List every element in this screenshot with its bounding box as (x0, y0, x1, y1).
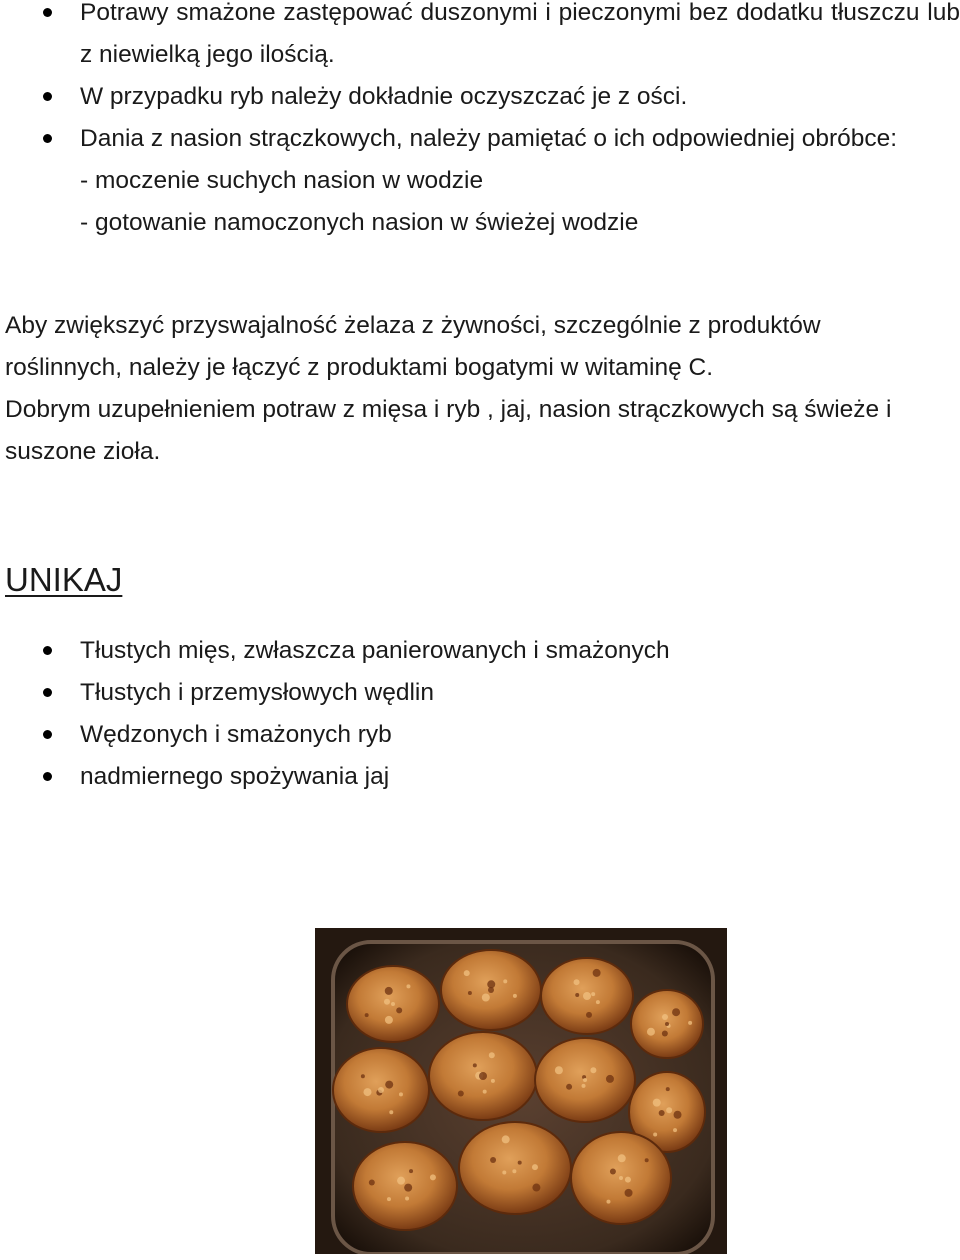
bullet-icon (43, 92, 52, 101)
crust-speck (503, 979, 507, 983)
list-item (0, 630, 960, 672)
crust-speck (490, 1157, 496, 1163)
crust-speck (491, 1079, 495, 1083)
list-item-text: Dania z nasion strączkowych, należy pamiętać o ich odpowiedniej obróbce: (80, 125, 898, 152)
crust-speck (397, 1177, 405, 1185)
crust-speck (483, 1090, 487, 1094)
list-item (0, 76, 960, 118)
crust-speck (606, 1200, 610, 1204)
crust-speck (625, 1189, 633, 1197)
crust-speck (502, 1170, 506, 1174)
crust-speck (590, 1067, 596, 1073)
crust-speck (389, 1110, 393, 1114)
crust-speck (618, 1154, 626, 1162)
crust-speck (583, 1078, 587, 1082)
sub-step-cooking: - gotowanie namoczonych nasion w świeżej wodzie (80, 209, 639, 236)
crust-speck (673, 1128, 677, 1132)
bullet-icon (43, 730, 52, 739)
crust-speck (625, 1177, 631, 1183)
crust-speck (662, 1031, 668, 1037)
crust-speck (489, 1052, 495, 1058)
crust-speck (518, 1161, 522, 1165)
crust-speck (647, 1028, 655, 1036)
crust-speck (532, 1184, 540, 1192)
crust-speck (582, 1084, 586, 1088)
crust-speck (365, 1013, 369, 1017)
crust-speck (662, 1014, 668, 1020)
list-item (0, 714, 960, 756)
crust-speck (464, 970, 470, 976)
crust-speck (606, 1075, 614, 1083)
crust-speck (575, 993, 579, 997)
crust-speck (665, 1022, 669, 1026)
paragraph-sentence-herbs: Dobrym uzupełnieniem potraw z mięsa i ryb , jaj, nasion strączkowych są świeże i suszone zioła. (5, 396, 892, 465)
paragraph-sentence-iron: Aby zwiększyć przyswajalność żelaza z żywności, szczególnie z produktów roślinnych, należy je łączyć z produktami bogatymi w witaminę C. (5, 312, 821, 381)
crust-speck (645, 1158, 649, 1162)
crust-speck (574, 979, 580, 985)
list-item (0, 0, 960, 76)
crust-speck (593, 969, 601, 977)
list-item-text: W przypadku ryb należy dokładnie oczyszczać je z ości. (80, 83, 688, 110)
list-item (0, 672, 960, 714)
list-item-text: Wędzonych i smażonych ryb (80, 721, 392, 748)
diet-tips-list (0, 0, 960, 244)
list-item-text: Tłustych i przemysłowych wędlin (80, 679, 434, 706)
crust-speck (566, 1084, 572, 1090)
crust-speck (653, 1132, 657, 1136)
crust-speck (688, 1021, 692, 1025)
fried-patties-photo (315, 928, 727, 1254)
crust-speck (378, 1087, 384, 1093)
list-item-text: Potrawy smażone zastępować duszonymi i pieczonymi bez dodatku tłuszczu lub z niewielką jego ilością. (80, 0, 960, 68)
list-item (0, 756, 960, 798)
patty-10 (459, 1122, 571, 1214)
crust-speck (512, 1169, 516, 1173)
crust-speck (385, 987, 393, 995)
crust-speck (674, 1111, 682, 1119)
crust-speck (405, 1196, 409, 1200)
avoid-list (0, 630, 960, 798)
crust-speck (468, 991, 472, 995)
bullet-icon (43, 646, 52, 655)
crust-speck (672, 1008, 680, 1016)
list-item-text: nadmiernego spożywania jaj (80, 763, 390, 790)
crust-speck (406, 984, 410, 988)
crust-speck (458, 1090, 464, 1096)
crust-speck (409, 1169, 413, 1173)
bullet-icon (43, 772, 52, 781)
list-item (0, 118, 960, 244)
crust-speck (666, 1107, 672, 1113)
crust-speck (473, 1063, 477, 1067)
bullet-icon (43, 134, 52, 143)
iron-absorption-paragraph (5, 305, 935, 473)
crust-speck (404, 1184, 412, 1192)
list-item-text: Tłustych mięs, zwłaszcza panierowanych i smażonych (80, 637, 670, 664)
crust-speck (555, 1066, 563, 1074)
crust-speck (487, 980, 495, 988)
crust-speck (583, 992, 591, 1000)
crust-speck (369, 1180, 375, 1186)
crust-speck (653, 1099, 661, 1107)
crust-speck (610, 1169, 616, 1175)
patties-illustration (315, 928, 727, 1254)
crust-speck (361, 1074, 365, 1078)
crust-speck (591, 992, 595, 996)
crust-speck (666, 1087, 670, 1091)
bullet-icon (43, 8, 52, 17)
crust-speck (502, 1135, 510, 1143)
crust-speck (430, 1174, 436, 1180)
crust-speck (482, 993, 490, 1001)
crust-speck (513, 994, 517, 998)
crust-speck (659, 1110, 665, 1116)
crust-speck (532, 1164, 538, 1170)
crust-speck (586, 1012, 592, 1018)
crust-speck (384, 999, 390, 1005)
crust-speck (385, 1081, 393, 1089)
bullet-icon (43, 688, 52, 697)
crust-speck (619, 1176, 623, 1180)
crust-speck (391, 1002, 395, 1006)
section-heading-unikaj: UNIKAJ (5, 561, 123, 598)
crust-speck (399, 1092, 403, 1096)
crust-speck (363, 1088, 371, 1096)
sub-step-soaking: - moczenie suchych nasion w wodzie (80, 167, 484, 194)
crust-speck (385, 1016, 393, 1024)
crust-speck (596, 1000, 600, 1004)
crust-speck (387, 1197, 391, 1201)
crust-speck (479, 1072, 487, 1080)
crust-speck (396, 1007, 402, 1013)
